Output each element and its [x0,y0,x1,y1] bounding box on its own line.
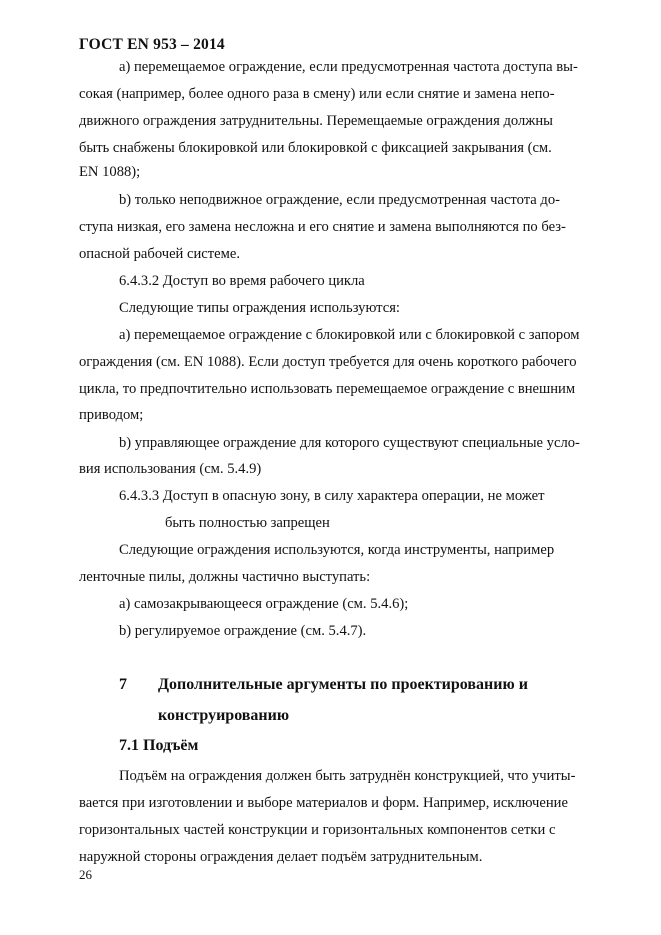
section-title-continued: конструированию [158,707,290,724]
text-line: b) только неподвижное ограждение, если предусмотренная частота до- [119,192,560,208]
text-line: наружной стороны ограждения делает подъём затруднительным. [79,849,483,865]
text-line: приводом; [79,407,144,423]
text-line: ограждения (см. EN 1088). Если доступ требуется для очень короткого рабочего [79,354,577,370]
text-line: b) управляющее ограждение для которого существуют специальные усло- [119,435,580,451]
text-line: Следующие типы ограждения используются: [119,300,400,316]
text-line: а) самозакрывающееся ограждение (см. 5.4.6); [119,596,409,612]
section-title: Дополнительные аргументы по проектированию и [158,676,528,693]
text-line: а) перемещаемое ограждение, если предусмотренная частота доступа вы- [119,59,578,75]
standard-header: ГОСТ EN 953 – 2014 [79,36,225,53]
subsection-heading: 6.4.3.2 Доступ во время рабочего цикла [119,273,365,289]
text-line: цикла, то предпочтительно использовать перемещаемое ограждение с внешним [79,381,576,397]
text-line: движного ограждения затруднительны. Перемещаемые ограждения должны [79,113,553,129]
text-line: EN 1088); [79,164,141,180]
text-line: ступа низкая, его замена несложна и его снятие и замена выполняются по без- [79,219,566,235]
page-number: 26 [79,867,92,882]
text-line: горизонтальных частей конструкции и горизонтальных компонентов сетки с [79,822,556,838]
text-line: быть снабжены блокировкой или блокировкой с фиксацией закрывания (см. [79,140,552,156]
text-line: а) перемещаемое ограждение с блокировкой или с блокировкой с запором [119,327,580,343]
section-number: 7 [119,676,127,693]
text-line: Подъём на ограждения должен быть затруднён конструкцией, что учиты- [119,768,576,784]
text-line: b) регулируемое ограждение (см. 5.4.7). [119,623,367,639]
subsection-title: 7.1 Подъём [119,737,199,754]
text-line: вается при изготовлении и выборе материалов и форм. Например, исключение [79,795,568,811]
text-line: сокая (например, более одного раза в смену) или если снятие и замена непо- [79,86,555,102]
subsection-heading: 6.4.3.3 Доступ в опасную зону, в силу характера операции, не может [119,488,545,504]
text-line: опасной рабочей системе. [79,246,241,262]
text-line: Следующие ограждения используются, когда инструменты, например [119,542,555,558]
text-line: ленточные пилы, должны частично выступать: [79,569,371,585]
text-line: вия использования (см. 5.4.9) [79,461,262,477]
subsection-heading-continued: быть полностью запрещен [165,515,330,531]
